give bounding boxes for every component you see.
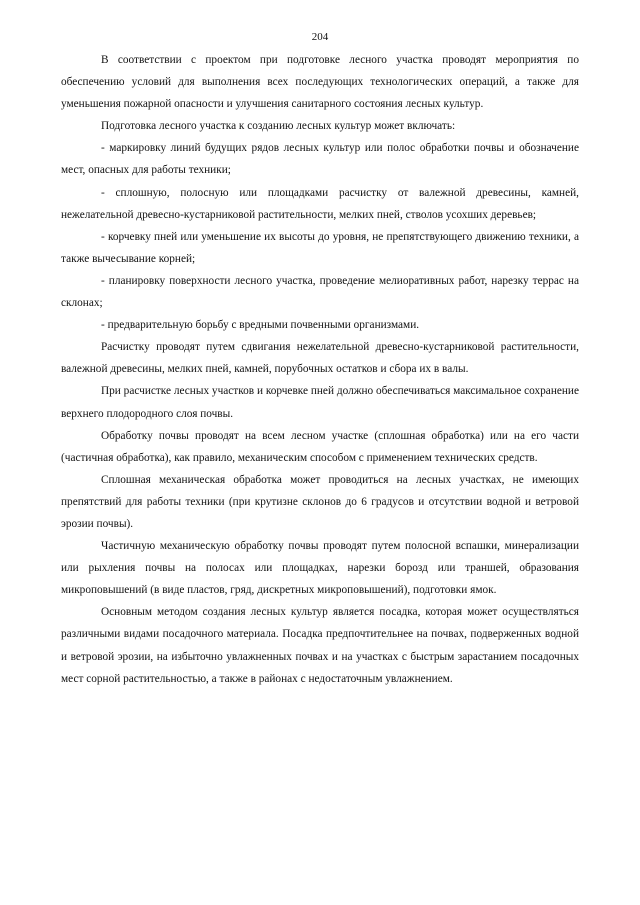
list-item: - планировку поверхности лесного участка, проведение мелиоративных работ, нарезку террас на склонах;	[61, 274, 579, 310]
paragraph: Сплошная механическая обработка может проводиться на лесных участках, не имеющих препятствий для работы техники (при крутизне склонов до 6 градусов и отсутствии водной и ветровой эрозии почвы).	[61, 473, 579, 530]
list-item: - сплошную, полосную или площадками расчистку от валежной древесины, камней, нежелательной древесно-кустарниковой растительности, мелких пней, стволов усохших деревьев;	[61, 186, 579, 221]
document-body	[61, 49, 579, 690]
list-item: - корчевку пней или уменьшение их высоты до уровня, не препятствующего движению техники, а также вычесывание корней;	[61, 230, 579, 265]
list-item: - предварительную борьбу с вредными почвенными организмами.	[101, 319, 420, 332]
paragraph: Частичную механическую обработку почвы проводят путем полосной вспашки, минерализации или рыхления почвы на полосах или площадках, нарезки борозд или траншей, образования микроповышений (в виде пластов, гряд, дискретных микроповышений), подготовки ямок.	[61, 540, 579, 597]
paragraph: Подготовка лесного участка к созданию лесных культур может включать:	[101, 120, 456, 133]
page-number: 204	[311, 31, 329, 43]
paragraph: При расчистке лесных участков и корчевке пней должно обеспечиваться максимальное сохранение верхнего плодородного слоя почвы.	[61, 385, 579, 420]
paragraph: В соответствии с проектом при подготовке лесного участка проводят мероприятия по обеспечению условий для выполнения всех последующих технологических операций, а также для уменьшения пожарной опасности и улучшения санитарного состояния лесных культур.	[61, 54, 579, 111]
paragraph: Обработку почвы проводят на всем лесном участке (сплошная обработка) или на его части (частичная обработка), как правило, механическим способом с применением технических средств.	[61, 429, 579, 464]
paragraph: Расчистку проводят путем сдвигания нежелательной древесно-кустарниковой растительности, валежной древесины, мелких пней, камней, порубочных остатков и сбора их в валы.	[61, 341, 579, 376]
list-item: - маркировку линий будущих рядов лесных культур или полос обработки почвы и обозначение мест, опасных для работы техники;	[61, 142, 579, 177]
paragraph: Основным методом создания лесных культур является посадка, которая может осуществляться различными видами посадочного материала. Посадка предпочтительнее на почвах, подверженных водной и ветровой эрозии, на избыточно увлажненных почвах и на участках с быстрым зарастанием посадочных мест сорной растительностью, а также в районах с недостаточным увлажнением.	[61, 606, 579, 685]
